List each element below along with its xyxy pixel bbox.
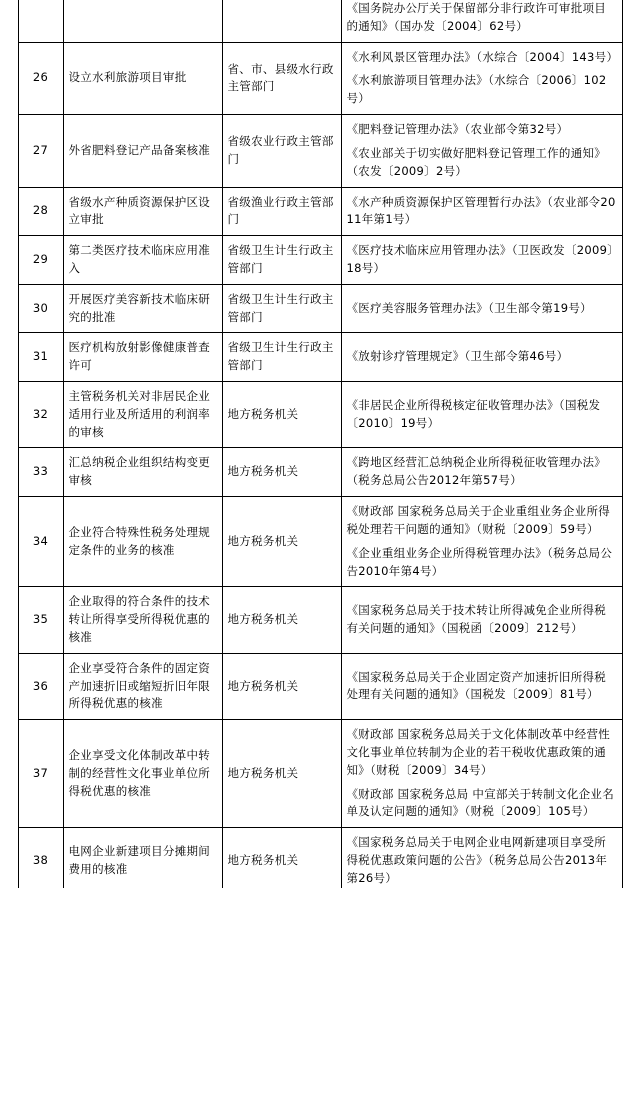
legal-basis-entry: 《企业重组业务企业所得税管理办法》（税务总局公告2010年第4号） [346, 545, 613, 578]
department-cell: 省级卫生计生行政主管部门 [222, 333, 341, 382]
legal-basis-entry: 《水利旅游项目管理办法》（水综合〔2006〕102号） [346, 73, 607, 106]
legal-basis-cell [341, 0, 622, 42]
department-cell: 省、市、县级水行政主管部门 [222, 42, 341, 114]
table-row [18, 720, 622, 828]
table-row [18, 284, 622, 333]
legal-basis-cell [341, 448, 622, 497]
row-number-cell: 36 [18, 653, 63, 719]
legal-basis-cell [341, 115, 622, 187]
legal-basis-entry: 《国家税务总局关于企业固定资产加速折旧所得税处理有关问题的通知》（国税发〔2009〕81号） [346, 669, 607, 702]
row-number-cell: 26 [18, 42, 63, 114]
item-name-cell: 第二类医疗技术临床应用准入 [63, 236, 222, 285]
table-row [18, 42, 622, 114]
table-row [18, 497, 622, 587]
table-row [18, 828, 622, 888]
item-name-cell: 电网企业新建项目分摊期间费用的核准 [63, 828, 222, 888]
row-number-cell: 37 [18, 720, 63, 828]
row-number-cell: 28 [18, 187, 63, 236]
legal-basis-cell [341, 187, 622, 236]
table-row [18, 333, 622, 382]
department-cell: 省级渔业行政主管部门 [222, 187, 341, 236]
legal-basis-cell [341, 236, 622, 285]
legal-basis-entry: 《肥料登记管理办法》（农业部令第32号） [346, 122, 569, 137]
department-cell: 地方税务机关 [222, 497, 341, 587]
department-cell: 地方税务机关 [222, 720, 341, 828]
legal-basis-cell [341, 42, 622, 114]
item-name-cell: 汇总纳税企业组织结构变更审核 [63, 448, 222, 497]
table-row [18, 236, 622, 285]
row-number-cell: 35 [18, 587, 63, 653]
legal-basis-entry: 《财政部 国家税务总局关于文化体制改革中经营性文化事业单位转制为企业的若干税收优惠政策的通知》（财税〔2009〕34号） [346, 727, 611, 777]
item-name-cell: 医疗机构放射影像健康普查许可 [63, 333, 222, 382]
legal-basis-entry: 《国家税务总局关于技术转让所得减免企业所得税有关问题的通知》（国税函〔2009〕212号） [346, 603, 607, 636]
legal-basis-entry: 《农业部关于切实做好肥料登记管理工作的通知》（农发〔2009〕2号） [346, 145, 607, 178]
table-body [18, 0, 622, 888]
item-name-cell: 企业享受符合条件的固定资产加速折旧或缩短折旧年限所得税优惠的核准 [63, 653, 222, 719]
item-name-cell: 省级水产种质资源保护区设立审批 [63, 187, 222, 236]
legal-basis-entry: 《国务院办公厅关于保留部分非行政许可审批项目的通知》（国办发〔2004〕62号） [346, 1, 607, 33]
table-row [18, 653, 622, 719]
row-number-cell: 38 [18, 828, 63, 888]
legal-basis-cell [341, 382, 622, 448]
department-cell: 地方税务机关 [222, 653, 341, 719]
table-row [18, 382, 622, 448]
department-cell: 地方税务机关 [222, 382, 341, 448]
row-number-cell: 31 [18, 333, 63, 382]
legal-basis-entry: 《国家税务总局关于电网企业电网新建项目享受所得税优惠政策问题的公告》（税务总局公告2013年第26号） [346, 835, 608, 885]
table-row [18, 0, 622, 42]
table-row [18, 187, 622, 236]
item-name-cell: 企业取得的符合条件的技术转让所得享受所得税优惠的核准 [63, 587, 222, 653]
table-row [18, 115, 622, 187]
row-number-cell: 27 [18, 115, 63, 187]
legal-basis-entry: 《医疗美容服务管理办法》（卫生部令第19号） [346, 300, 592, 315]
item-name-cell: 企业符合特殊性税务处理规定条件的业务的核准 [63, 497, 222, 587]
legal-basis-entry: 《放射诊疗管理规定》（卫生部令第46号） [346, 349, 569, 364]
administrative-approval-table [18, 0, 623, 888]
department-cell: 地方税务机关 [222, 828, 341, 888]
legal-basis-cell [341, 653, 622, 719]
legal-basis-entry: 《非居民企业所得税核定征收管理办法》（国税发〔2010〕19号） [346, 397, 601, 430]
row-number-cell: 32 [18, 382, 63, 448]
department-cell: 省级卫生计生行政主管部门 [222, 284, 341, 333]
legal-basis-cell [341, 720, 622, 828]
table-row [18, 587, 622, 653]
legal-basis-cell [341, 284, 622, 333]
row-number-cell: 29 [18, 236, 63, 285]
legal-basis-entry: 《水利风景区管理办法》（水综合〔2004〕143号） [346, 49, 619, 64]
item-name-cell: 企业享受文化体制改革中转制的经营性文化事业单位所得税优惠的核准 [63, 720, 222, 828]
legal-basis-cell [341, 587, 622, 653]
item-name-cell: 外省肥料登记产品备案核准 [63, 115, 222, 187]
legal-basis-cell [341, 828, 622, 888]
department-cell: 省级卫生计生行政主管部门 [222, 236, 341, 285]
table-row [18, 448, 622, 497]
item-name-cell: 主管税务机关对非居民企业适用行业及所适用的利润率的审核 [63, 382, 222, 448]
legal-basis-entry: 《财政部 国家税务总局关于企业重组业务企业所得税处理若干问题的通知》（财税〔2009〕59号） [346, 504, 611, 536]
legal-basis-entry: 《医疗技术临床应用管理办法》（卫医政发〔2009〕18号） [346, 243, 614, 275]
legal-basis-cell [341, 333, 622, 382]
department-cell [222, 0, 341, 42]
department-cell: 地方税务机关 [222, 587, 341, 653]
row-number-cell [18, 0, 63, 42]
department-cell: 地方税务机关 [222, 448, 341, 497]
row-number-cell: 30 [18, 284, 63, 333]
legal-basis-entry: 《水产种质资源保护区管理暂行办法》（农业部令2011年第1号） [346, 194, 616, 227]
row-number-cell: 33 [18, 448, 63, 497]
item-name-cell: 开展医疗美容新技术临床研究的批准 [63, 284, 222, 333]
row-number-cell: 34 [18, 497, 63, 587]
item-name-cell: 设立水利旅游项目审批 [63, 42, 222, 114]
item-name-cell [63, 0, 222, 42]
department-cell: 省级农业行政主管部门 [222, 115, 341, 187]
legal-basis-entry: 《跨地区经营汇总纳税企业所得税征收管理办法》（税务总局公告2012年第57号） [346, 455, 607, 488]
legal-basis-cell [341, 497, 622, 587]
legal-basis-entry: 《财政部 国家税务总局 中宣部关于转制文化企业名单及认定问题的通知》（财税〔2009〕105号） [346, 786, 615, 819]
